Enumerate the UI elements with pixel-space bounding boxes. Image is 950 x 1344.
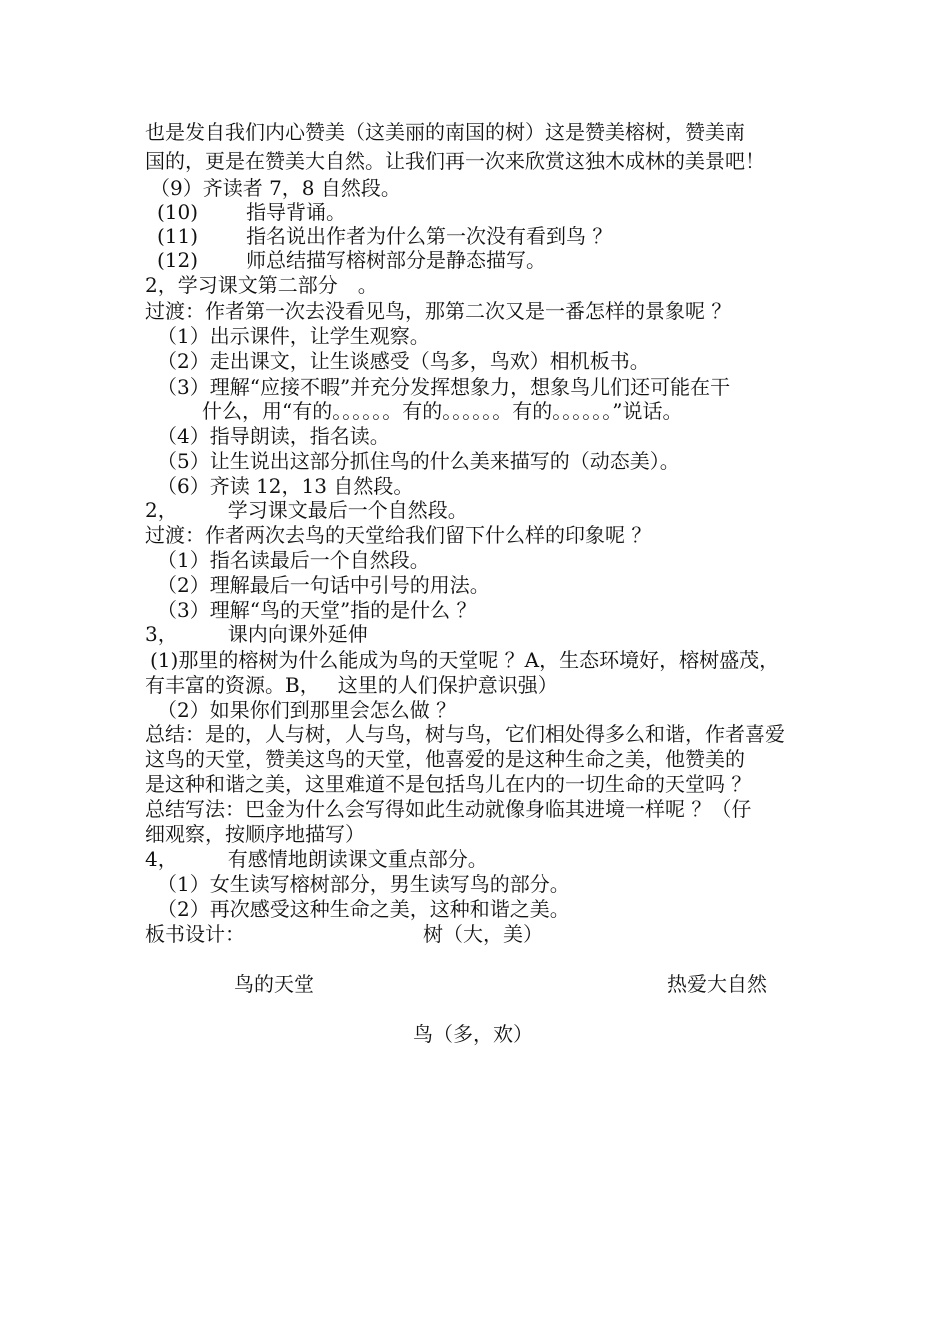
item-text: 指名说出作者为什么第一次没有看到鸟 ？	[246, 224, 613, 248]
item-text: 这里的人们保护意识强）	[337, 673, 558, 697]
board-right: 热爱大自然	[667, 972, 767, 996]
list-item: （4）指导朗读，指名读。	[157, 424, 390, 448]
transition-line: 过渡：作者两次去鸟的天堂给我们留下什么样的印象呢 ？	[145, 523, 652, 547]
list-item-continued	[145, 673, 558, 697]
item-number: (12)	[157, 248, 199, 272]
summary-line: 这鸟的天堂，赞美这鸟的天堂，他喜爱的是这种生命之美，他赞美的	[145, 747, 745, 771]
heading-text: 课内向课外延伸	[227, 622, 368, 646]
paragraph-line: 也是发自我们内心赞美（这美丽的南国的树）这是赞美榕树，赞美南	[145, 120, 745, 144]
list-item: （3）理解“应接不暇”并充分发挥想象力，想象鸟儿们还可能在干	[157, 375, 731, 399]
item-number: (10)	[157, 200, 199, 224]
list-item: （2）理解最后一句话中引号的用法。	[157, 573, 490, 597]
board-label: 板书设计：	[145, 922, 245, 946]
heading-number: 4，	[145, 847, 178, 871]
list-item: （2）走出课文，让生谈感受（鸟多，鸟欢）相机板书。	[157, 349, 650, 373]
heading-text: 学习课文最后一个自然段。	[227, 498, 468, 522]
section-heading	[145, 273, 378, 297]
summary-line: 细观察，按顺序地描写）	[145, 822, 365, 846]
list-item	[157, 200, 346, 224]
list-item: （2）如果你们到那里会怎么做 ？	[157, 698, 457, 722]
list-item	[157, 248, 546, 272]
heading-number: 2，	[145, 498, 178, 522]
heading-text: 2，学习课文第二部分	[145, 273, 338, 297]
list-item: （3）理解“鸟的天堂”指的是什么 ？	[157, 598, 477, 622]
summary-line: 总结写法：巴金为什么会写得如此生动就像身临其进境一样呢 ？（仔	[145, 797, 752, 821]
list-item: （5）让生说出这部分抓住鸟的什么美来描写的（动态美）。	[157, 449, 680, 473]
list-item: （2）再次感受这种生命之美，这种和谐之美。	[157, 897, 570, 921]
list-item: （9）齐读者 7，8 自然段。	[150, 176, 401, 200]
list-item: （1）指名读最后一个自然段。	[157, 548, 430, 572]
list-item-continued: 什么，用“有的。。。。。。有的。。。。。。有的。。。。。。”说话。	[202, 399, 683, 423]
board-top: 树（大，美）	[423, 922, 543, 946]
list-item	[157, 224, 612, 248]
list-item: （1）出示课件，让学生观察。	[157, 324, 430, 348]
summary-line: 总结：是的，人与树，人与鸟，树与鸟，它们相处得多么和谐，作者喜爱	[145, 722, 785, 746]
section-heading	[145, 622, 368, 646]
board-left: 鸟的天堂	[234, 972, 314, 996]
item-text: 师总结描写榕树部分是静态描写。	[246, 248, 547, 272]
summary-line: 是这种和谐之美，这里难道不是包括鸟儿在内的一切生命的天堂吗 ？	[145, 772, 752, 796]
paragraph-line: 国的，更是在赞美大自然。让我们再一次来欣赏这独木成林的美景吧！	[145, 149, 765, 173]
heading-number: 3，	[145, 622, 178, 646]
item-text: 指导背诵。	[246, 200, 347, 224]
heading-text: 有感情地朗读课文重点部分。	[227, 847, 488, 871]
item-number: (11)	[157, 224, 199, 248]
item-text: 有丰富的资源。B，	[145, 673, 320, 697]
transition-line: 过渡：作者第一次去没看见鸟，那第二次又是一番怎样的景象呢 ？	[145, 299, 732, 323]
heading-period: 。	[357, 273, 378, 297]
section-heading	[145, 847, 488, 871]
section-heading	[145, 498, 468, 522]
list-item: （6）齐读 12，13 自然段。	[157, 474, 414, 498]
board-bottom: 鸟（多，欢）	[413, 1022, 533, 1046]
list-item: (1)那里的榕树为什么能成为鸟的天堂呢 ？A，生态环境好，榕树盛茂，	[150, 648, 780, 672]
list-item: （1）女生读写榕树部分，男生读写鸟的部分。	[157, 872, 570, 896]
